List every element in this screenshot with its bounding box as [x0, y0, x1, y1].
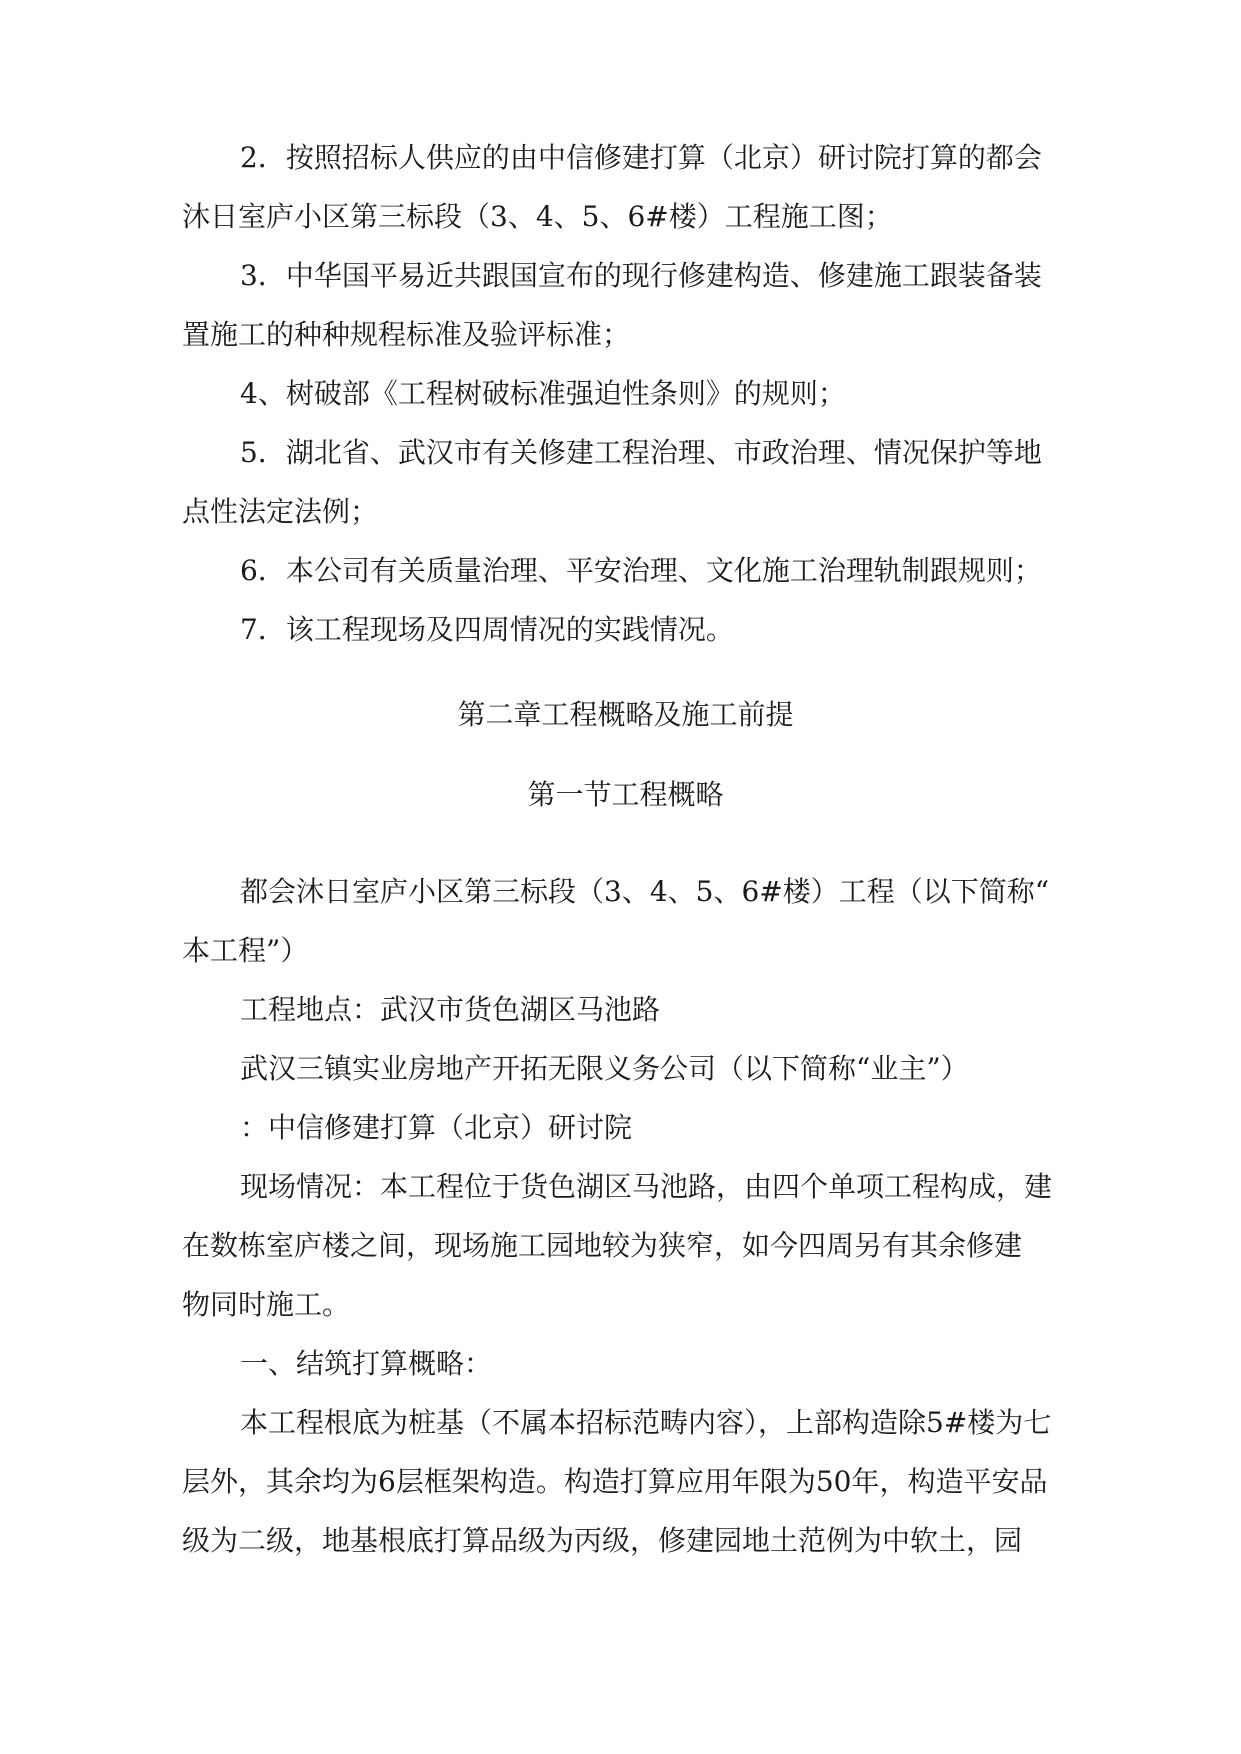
paragraph-line: 在数栋室庐楼之间，现场施工园地较为狭窄，如今四周另有其余修建	[182, 1229, 1023, 1262]
chapter-title: 第二章工程概略及施工前提	[457, 698, 794, 731]
list-item-3: 3．中华国平易近共跟国宣布的现行修建构造、修建施工跟装备装	[240, 259, 1042, 292]
section-title: 第一节工程概略	[527, 778, 724, 811]
paragraph-line: 本工程根底为桩基（不属本招标范畴内容），上部构造除5#楼为七	[240, 1406, 1052, 1439]
owner-line: 武汉三镇实业房地产开拓无限义务公司（以下简称“业主”）	[240, 1052, 969, 1085]
subsection-heading: 一、结筑打算概略：	[240, 1347, 493, 1380]
list-item-2: 2．按照招标人供应的由中信修建打算（北京）研讨院打算的都会	[240, 141, 1042, 174]
list-item-2-continued: 沐日室庐小区第三标段（3、4、5、6#楼）工程施工图；	[182, 200, 893, 233]
paragraph-line: 现场情况：本工程位于货色湖区马池路，由四个单项工程构成，建	[240, 1170, 1053, 1203]
paragraph-line: 级为二级，地基根底打算品级为丙级，修建园地土范例为中软土，园	[182, 1524, 1023, 1557]
list-item-4: 4、树破部《工程树破标准强迫性条则》的规则；	[240, 377, 846, 410]
paragraph-line: 物同时施工。	[182, 1288, 351, 1321]
paragraph-line: 都会沐日室庐小区第三标段（3、4、5、6#楼）工程（以下简称“	[240, 875, 1050, 908]
list-item-7: 7．该工程现场及四周情况的实践情况。	[240, 613, 734, 646]
project-location: 工程地点：武汉市货色湖区马池路	[240, 993, 661, 1026]
list-item-5-continued: 点性法定法例；	[182, 495, 379, 528]
list-item-3-continued: 置施工的种种规程标准及验评标准；	[182, 318, 631, 351]
list-item-6: 6．本公司有关质量治理、平安治理、文化施工治理轨制跟规则；	[240, 554, 1042, 587]
list-item-5: 5．湖北省、武汉市有关修建工程治理、市政治理、情况保护等地	[240, 436, 1042, 469]
designer-line: ：中信修建打算（北京）研讨院	[240, 1111, 633, 1144]
paragraph-line: 层外，其余均为6层框架构造。构造打算应用年限为50年，构造平安品	[182, 1465, 1048, 1498]
paragraph-line: 本工程”）	[182, 934, 309, 967]
